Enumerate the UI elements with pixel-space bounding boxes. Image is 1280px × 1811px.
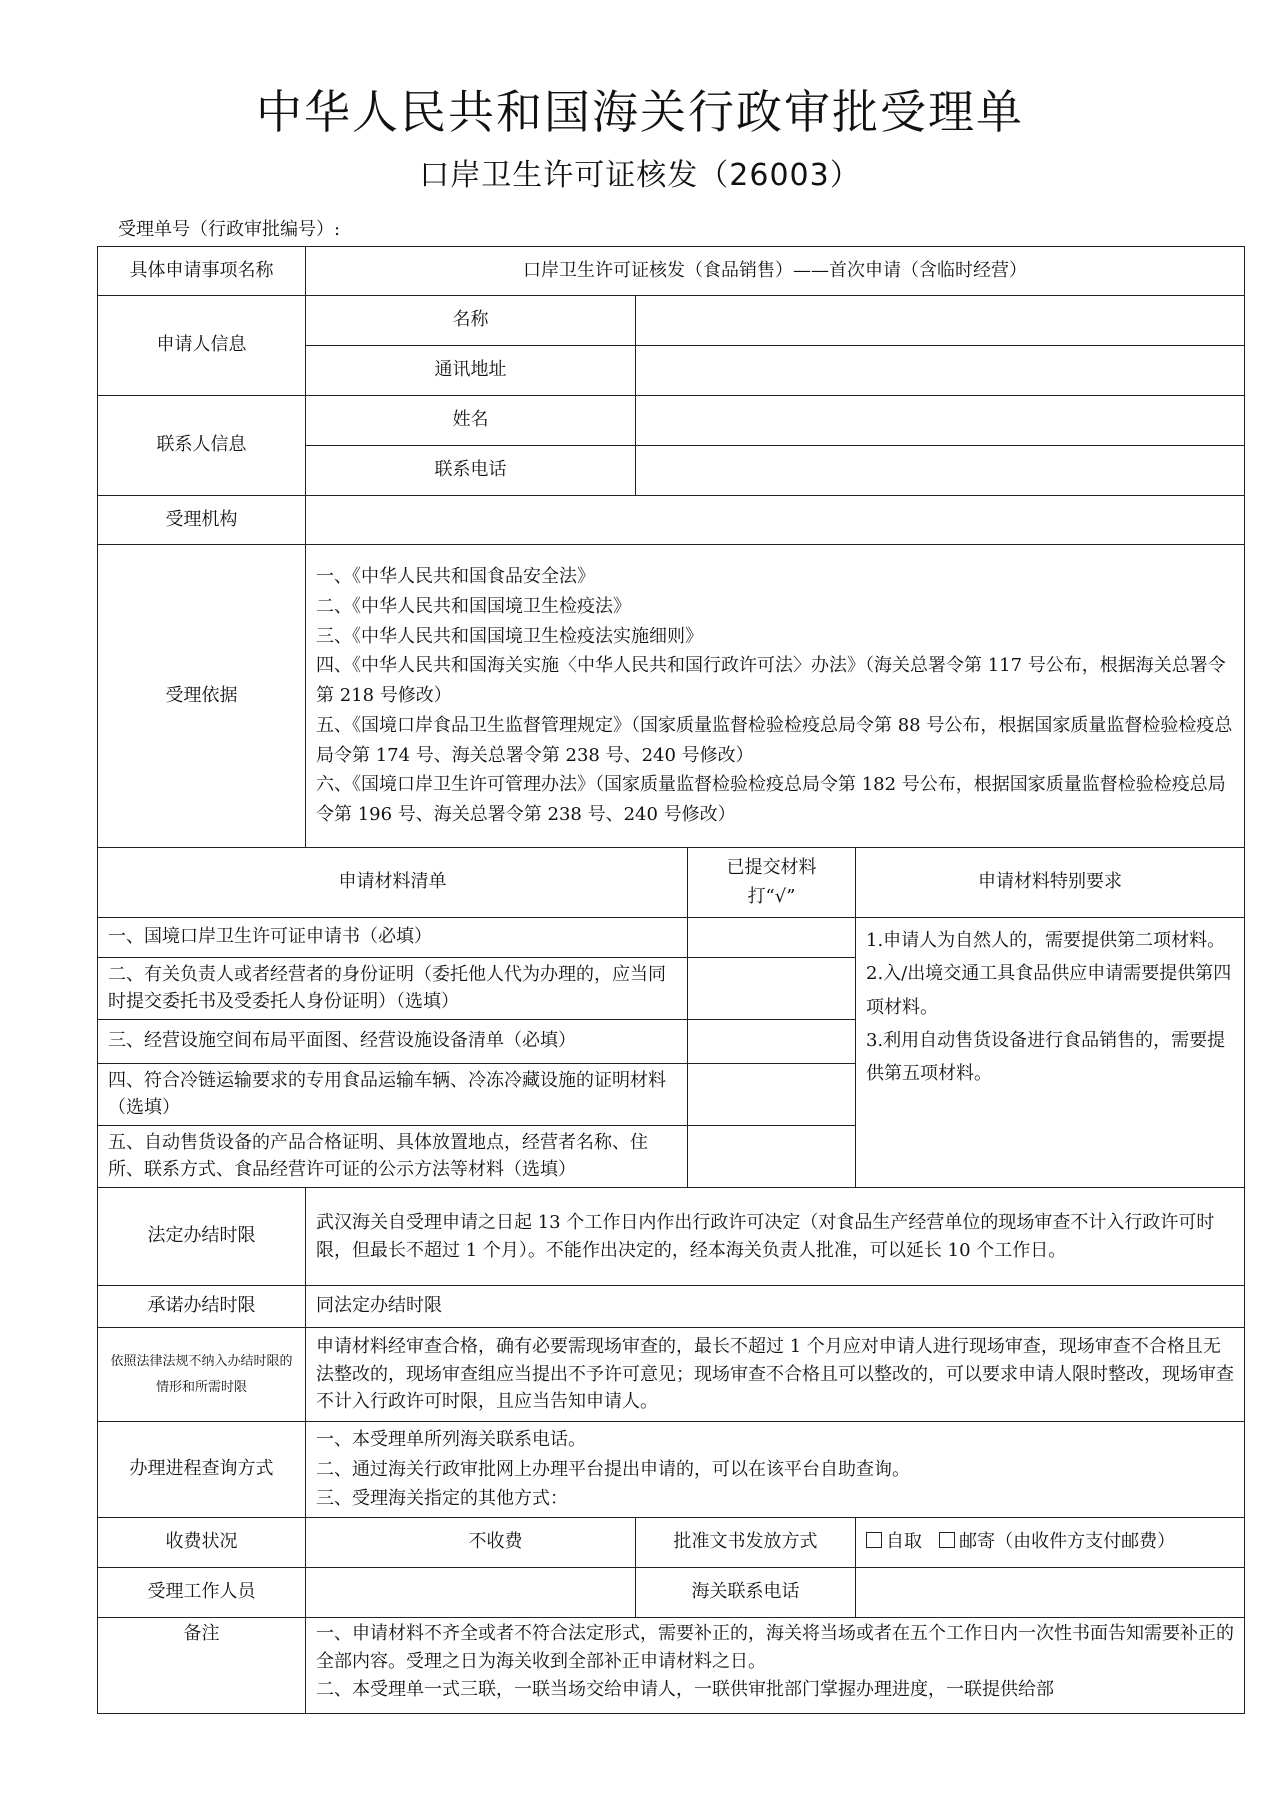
doc-number-label: 受理单号（行政审批编号）: bbox=[118, 219, 341, 240]
materials-submitted-header bbox=[688, 848, 856, 918]
progress-label: 办理进程查询方式 bbox=[98, 1422, 306, 1518]
fee-label: 收费状况 bbox=[98, 1518, 306, 1568]
item-value: 口岸卫生许可证核发（食品销售）——首次申请（含临时经营） bbox=[306, 247, 1245, 296]
remarks-label: 备注 bbox=[98, 1618, 306, 1714]
contact-phone-label: 联系电话 bbox=[306, 446, 636, 496]
basis-item: 六、《国境口岸卫生许可管理办法》（国家质量监督检验检疫总局令第 182 号公布，根据国家质量监督检验检疫总局令第 196 号、海关总署令第 238 号、240 号修改） bbox=[316, 774, 1226, 825]
materials-special-requirements bbox=[856, 918, 1245, 1188]
basis-item: 五、《国境口岸食品卫生监督管理规定》（国家质量监督检验检疫总局令第 88 号公布，根据国家质量监督检验检疫总局令第 174 号、海关总署令第 238 号、240 号修改） bbox=[316, 714, 1233, 766]
special-item: 2.入/出境交通工具食品供应申请需要提供第四项材料。 bbox=[866, 963, 1232, 1018]
excluded-time-value: 申请材料经审查合格，确有必要需现场审查的，最长不超过 1 个月应对申请人进行现场审查，现场审查不合格且无法整改的，现场审查组应当提出不予许可意见；现场审查不合格且可以整改的，可以要求申请人限时整改，现场审查不计入行政许可时限，且应当告知申请人。 bbox=[306, 1328, 1245, 1422]
submitted-header-line1: 已提交材料 bbox=[726, 856, 817, 878]
material-item: 三、经营设施空间布局平面图、经营设施设备清单（必填） bbox=[98, 1020, 688, 1064]
contact-name-row bbox=[98, 396, 1245, 446]
excluded-time-label: 依照法律法规不纳入办结时限的情形和所需时限 bbox=[98, 1328, 306, 1422]
applicant-name-label: 名称 bbox=[306, 296, 636, 346]
applicant-address-field[interactable] bbox=[636, 346, 1245, 396]
material-check-cell[interactable] bbox=[688, 1064, 856, 1126]
delivery-method-label: 批准文书发放方式 bbox=[636, 1518, 856, 1568]
fee-value: 不收费 bbox=[306, 1518, 636, 1568]
contact-label: 联系人信息 bbox=[98, 396, 306, 496]
staff-label: 受理工作人员 bbox=[98, 1568, 306, 1618]
applicant-name-row bbox=[98, 296, 1245, 346]
application-form-table bbox=[97, 246, 1245, 1714]
material-check-cell[interactable] bbox=[688, 958, 856, 1020]
mail-checkbox[interactable] bbox=[939, 1532, 955, 1548]
mail-label: 邮寄（由收件方支付邮费） bbox=[959, 1531, 1176, 1553]
submitted-header-line2: 打“√” bbox=[747, 885, 796, 907]
fee-row bbox=[98, 1518, 1245, 1568]
remarks-list bbox=[306, 1618, 1245, 1714]
item-row bbox=[98, 247, 1245, 296]
applicant-name-field[interactable] bbox=[636, 296, 1245, 346]
staff-field[interactable] bbox=[306, 1568, 636, 1618]
material-check-cell[interactable] bbox=[688, 1020, 856, 1064]
basis-item: 一、《中华人民共和国食品安全法》 bbox=[316, 566, 595, 588]
materials-special-header: 申请材料特别要求 bbox=[856, 848, 1245, 918]
special-item: 3.利用自动售货设备进行食品销售的，需要提供第五项材料。 bbox=[866, 1029, 1226, 1085]
basis-list bbox=[306, 545, 1245, 848]
applicant-address-label: 通讯地址 bbox=[306, 346, 636, 396]
progress-item: 一、本受理单所列海关联系电话。 bbox=[316, 1428, 586, 1450]
material-item: 一、国境口岸卫生许可证申请书（必填） bbox=[98, 918, 688, 958]
excluded-time-row bbox=[98, 1328, 1245, 1422]
applicant-label: 申请人信息 bbox=[98, 296, 306, 396]
legal-time-row bbox=[98, 1188, 1245, 1286]
staff-row bbox=[98, 1568, 1245, 1618]
item-label: 具体申请事项名称 bbox=[98, 247, 306, 296]
material-item: 四、符合冷链运输要求的专用食品运输车辆、冷冻冷藏设施的证明材料（选填） bbox=[98, 1064, 688, 1126]
promise-time-label: 承诺办结时限 bbox=[98, 1286, 306, 1328]
self-pickup-checkbox[interactable] bbox=[866, 1532, 882, 1548]
progress-list bbox=[306, 1422, 1245, 1518]
progress-item: 三、受理海关指定的其他方式： bbox=[316, 1488, 568, 1510]
materials-header-row bbox=[98, 848, 1245, 918]
contact-name-label: 姓名 bbox=[306, 396, 636, 446]
delivery-options bbox=[856, 1518, 1245, 1568]
agency-field[interactable] bbox=[306, 496, 1245, 545]
legal-time-label: 法定办结时限 bbox=[98, 1188, 306, 1286]
basis-item: 四、《中华人民共和国海关实施〈中华人民共和国行政许可法〉办法》（海关总署令第 117 号公布，根据海关总署令第 218 号修改） bbox=[316, 655, 1226, 707]
remarks-item: 一、申请材料不齐全或者不符合法定形式，需要补正的，海关将当场或者在五个工作日内一次性书面告知需要补正的全部内容。受理之日为海关收到全部补正申请材料之日。 bbox=[316, 1623, 1234, 1672]
remarks-item: 二、本受理单一式三联，一联当场交给申请人，一联供审批部门掌握办理进度，一联提供给部 bbox=[316, 1678, 1054, 1700]
material-check-cell[interactable] bbox=[688, 1126, 856, 1188]
material-item: 五、自动售货设备的产品合格证明、具体放置地点，经营者名称、住所、联系方式、食品经营许可证的公示方法等材料（选填） bbox=[98, 1126, 688, 1188]
agency-label: 受理机构 bbox=[98, 496, 306, 545]
legal-time-value: 武汉海关自受理申请之日起 13 个工作日内作出行政许可决定（对食品生产经营单位的现场审查不计入行政许可时限，但最长不超过 1 个月）。不能作出决定的，经本海关负责人批准，可以延长 10 个工作日。 bbox=[306, 1188, 1245, 1286]
promise-time-value: 同法定办结时限 bbox=[306, 1286, 1245, 1328]
material-row bbox=[98, 918, 1245, 958]
customs-phone-field[interactable] bbox=[856, 1568, 1245, 1618]
contact-phone-field[interactable] bbox=[636, 446, 1245, 496]
material-item: 二、有关负责人或者经营者的身份证明（委托他人代为办理的，应当同时提交委托书及受委托人身份证明）（选填） bbox=[98, 958, 688, 1020]
basis-item: 三、《中华人民共和国国境卫生检疫法实施细则》 bbox=[316, 625, 703, 647]
agency-row bbox=[98, 496, 1245, 545]
materials-list-header: 申请材料清单 bbox=[98, 848, 688, 918]
basis-row bbox=[98, 545, 1245, 848]
page-subtitle: 口岸卫生许可证核发（26003） bbox=[419, 158, 861, 193]
progress-item: 二、通过海关行政审批网上办理平台提出申请的，可以在该平台自助查询。 bbox=[316, 1458, 910, 1480]
basis-item: 二、《中华人民共和国国境卫生检疫法》 bbox=[316, 596, 631, 618]
remarks-row bbox=[98, 1618, 1245, 1714]
page-title: 中华人民共和国海关行政审批受理单 bbox=[256, 85, 1024, 139]
promise-time-row bbox=[98, 1286, 1245, 1328]
customs-phone-label: 海关联系电话 bbox=[636, 1568, 856, 1618]
basis-label: 受理依据 bbox=[98, 545, 306, 848]
progress-row bbox=[98, 1422, 1245, 1518]
material-check-cell[interactable] bbox=[688, 918, 856, 958]
self-pickup-label: 自取 bbox=[886, 1531, 922, 1553]
contact-name-field[interactable] bbox=[636, 396, 1245, 446]
special-item: 1.申请人为自然人的，需要提供第二项材料。 bbox=[866, 930, 1226, 951]
